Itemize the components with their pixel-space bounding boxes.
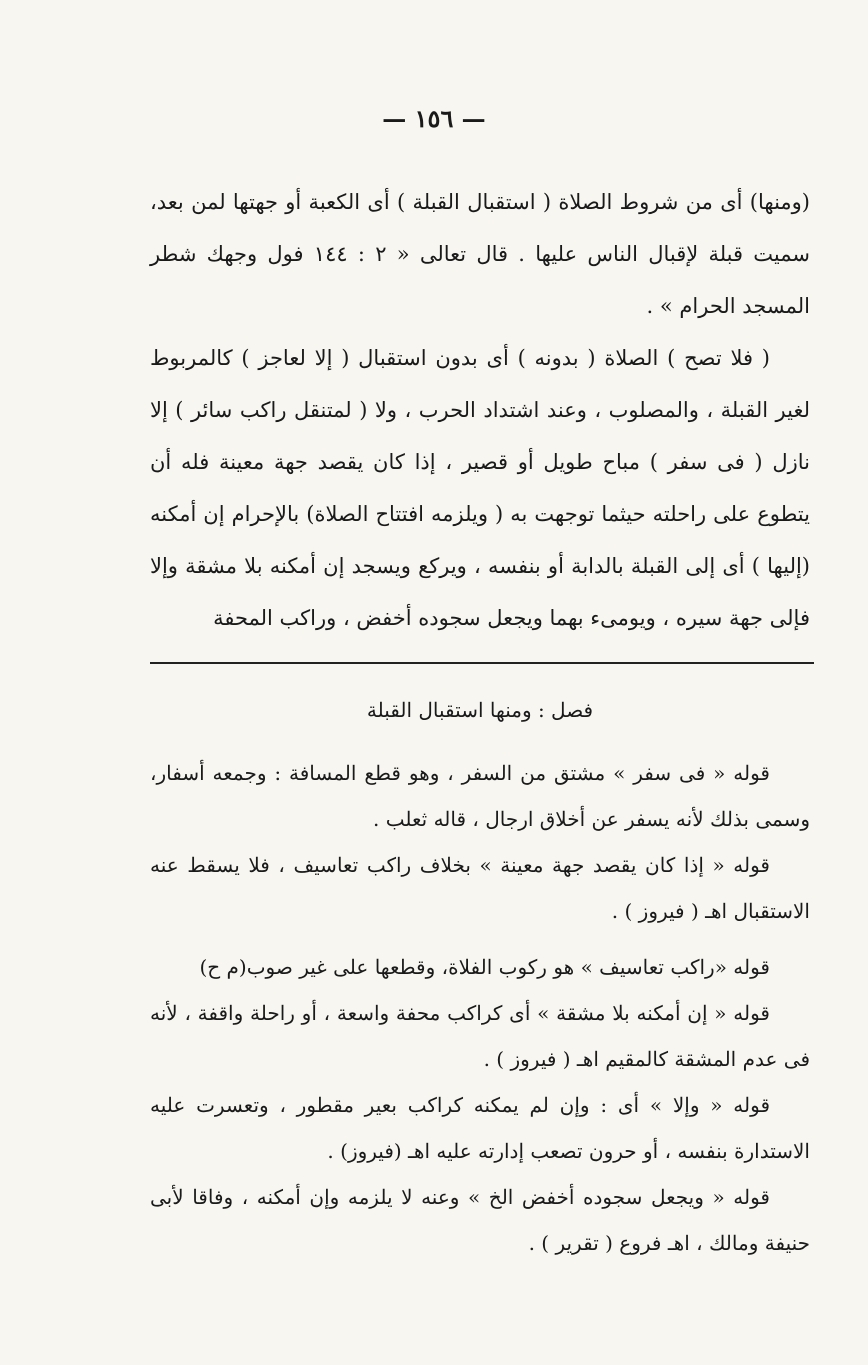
footnote-divider [150, 662, 814, 664]
main-text [150, 176, 810, 644]
footnote: قوله «راكب تعاسيف » هو ركوب الفلاة، وقطعها على غير صوب(م ح) [199, 955, 770, 979]
main-paragraph: (ومنها) أى من شروط الصلاة ( استقبال القبلة ) أى الكعبة أو جهتها لمن بعد، سميت قبلة لإقبال الناس عليها . قال تعالى « ٢ : ١٤٤ فول وجهك شطر المسجد الحرام » . [150, 190, 810, 318]
footnote: قوله « إن أمكنه بلا مشقة » أى كراكب محفة واسعة ، أو راحلة واقفة ، لأنه فى عدم المشقة كالمقيم اهـ ( فيروز ) . [150, 1001, 810, 1071]
notes-title: فصل : ومنها استقبال القبلة [366, 698, 594, 722]
page-number: — ١٥٦ — [382, 104, 486, 133]
footnote: قوله « ويجعل سجوده أخفض الخ » وعنه لا يلزمه وإن أمكنه ، وفاقا لأبى حنيفة ومالك ، اهـ فروع ( تقرير ) . [150, 1185, 810, 1255]
footnote: قوله « وإلا » أى : وإن لم يمكنه كراكب بعير مقطور ، وتعسرت عليه الاستدارة بنفسه ، أو حرون تصعب إدارته عليه اهـ (فيروز) . [150, 1093, 810, 1163]
footnotes [150, 750, 810, 1266]
footnote: قوله « إذا كان يقصد جهة معينة » بخلاف راكب تعاسيف ، فلا يسقط عنه الاستقبال اهـ ( فيروز ) . [150, 853, 810, 923]
footnote: قوله « فى سفر » مشتق من السفر ، وهو قطع المسافة : وجمعه أسفار، وسمى بذلك لأنه يسفر عن أخلاق ارجال ، قاله ثعلب . [150, 761, 810, 831]
main-paragraph: ( فلا تصح ) الصلاة ( بدونه ) أى بدون استقبال ( إلا لعاجز ) كالمربوط لغير القبلة ، والمصلوب ، وعند اشتداد الحرب ، ولا ( لمتنقل راكب سائر ) إلا نازل ( فى سفر ) مباح طويل أو قصير ، إذا كان يقصد جهة معينة فله أن يتطوع على راحلته حيثما توجهت به ( ويلزمه افتتاح الصلاة) بالإحرام إن أمكنه (إليها ) أى إلى القبلة بالدابة أو بنفسه ، ويركع ويسجد إن أمكنه بلا مشقة وإلا فإلى جهة سيره ، ويومىء بهما ويجعل سجوده أخفض ، وراكب المحفة [150, 346, 810, 630]
